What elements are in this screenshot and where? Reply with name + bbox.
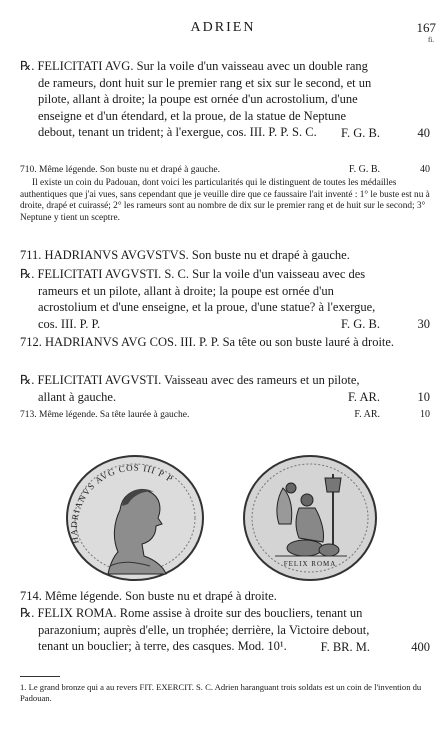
entry-ref: F. G. B.: [341, 317, 380, 331]
padouan-note: [20, 178, 430, 224]
coin-reverse-image: [235, 452, 385, 587]
entry-value: 40: [420, 164, 430, 175]
footnote-divider: [20, 676, 60, 677]
entry-value: 40: [417, 125, 430, 140]
entry-text: 711. HADRIANVS AVGVSTVS. Son buste nu et drapé à gauche.: [20, 248, 350, 262]
entry-text: ℞. FELICITATI AVGVSTI. Vaisseau avec des rameurs et un pilote, allant à gauche.: [20, 373, 360, 404]
note-text: Il existe un coin du Padouan, dont voici les particularités qui le distinguent de toutes les médailles authentiques que j'ai vues, sans cependant que je veuille dire que ce faussaire l'ait inventé : 1° le buste est nu à droite, drapé et cuirassé; 2° les rameurs sont au nombre de dix sur le premier rang et de huit sur le second; 3° Neptune y tient un sceptre.: [20, 178, 430, 223]
entry-ref: F. BR. M.: [320, 639, 370, 654]
coin-illustrations: [60, 452, 390, 582]
coin-obverse-legend: HADRIANVS AVG COS III P P: [68, 462, 176, 545]
entry-711-reverse: [20, 266, 430, 332]
entry-value: 400: [411, 639, 430, 654]
entry-710: [20, 164, 430, 177]
entry-709-reverse: [20, 58, 430, 141]
entry-value: 30: [417, 317, 430, 331]
entry-712: [20, 334, 430, 351]
entry-712-reverse: [20, 372, 430, 405]
running-head: [0, 20, 446, 44]
coin-obverse-image: [60, 452, 210, 587]
entry-value: 10: [417, 390, 430, 404]
entry-ref: F. G. B.: [348, 164, 380, 175]
page-signature: fi.: [427, 36, 434, 44]
entry-text: ℞. FELICITATI AVG. Sur la voile d'un vaisseau avec un double rang de rameurs, dont huit sur le premier rang et six sur le second, et un pilote, allant à droite; la poupe est ornée d'un acrostolium, d'une enseigne et d'un étendard, et la proue, de la statue de Neptune debout, tenant un trident; à l'exergue, cos. III. P. P. S. C.: [20, 59, 372, 139]
entry-713: [20, 409, 430, 422]
entry-714: [20, 588, 430, 605]
entry-text: 712. HADRIANVS AVG COS. III. P. P. Sa tête ou son buste lauré à droite.: [20, 335, 395, 349]
page-number: 167: [416, 20, 436, 35]
page-title: ADRIEN: [190, 20, 256, 35]
entry-ref: F. AR.: [347, 390, 380, 404]
entry-value: 10: [420, 409, 430, 420]
entry-text: 713. Même légende. Sa tête laurée à gauche.: [20, 410, 190, 420]
entry-ref: F. AR.: [354, 409, 380, 420]
entry-text: ℞. FELICITATI AVGVSTI. S. C. Sur la voile d'un vaisseau avec des rameurs et un pilote, allant à droite; la poupe est ornée d'un acrostolium et d'une enseigne, et la proue, d'une statue? à l'exergue, cos. III. P. P.: [20, 267, 376, 331]
footnote: 1. Le grand bronze qui a au revers FIT. EXERCIT. S. C. Adrien haranguant trois soldats est un coin de l'invention du Padouan.: [20, 682, 422, 703]
entry-text: ℞. FELIX ROMA. Rome assise à droite sur des boucliers, tenant un parazonium; auprès d'elle, un trophée; derrière, la Victoire debout, tenant un bouclier; à terre, des casques. Mod. 10¹.: [20, 606, 370, 653]
entry-text: 714. Même légende. Son buste nu et drapé à droite.: [20, 589, 277, 603]
entry-711: [20, 247, 430, 264]
coin-reverse-exergue: FELIX ROMA: [283, 560, 337, 568]
entry-ref: F. G. B.: [341, 125, 380, 140]
entry-714-reverse: [20, 605, 430, 655]
entry-text: 710. Même légende. Son buste nu et drapé à gauche.: [20, 165, 220, 175]
